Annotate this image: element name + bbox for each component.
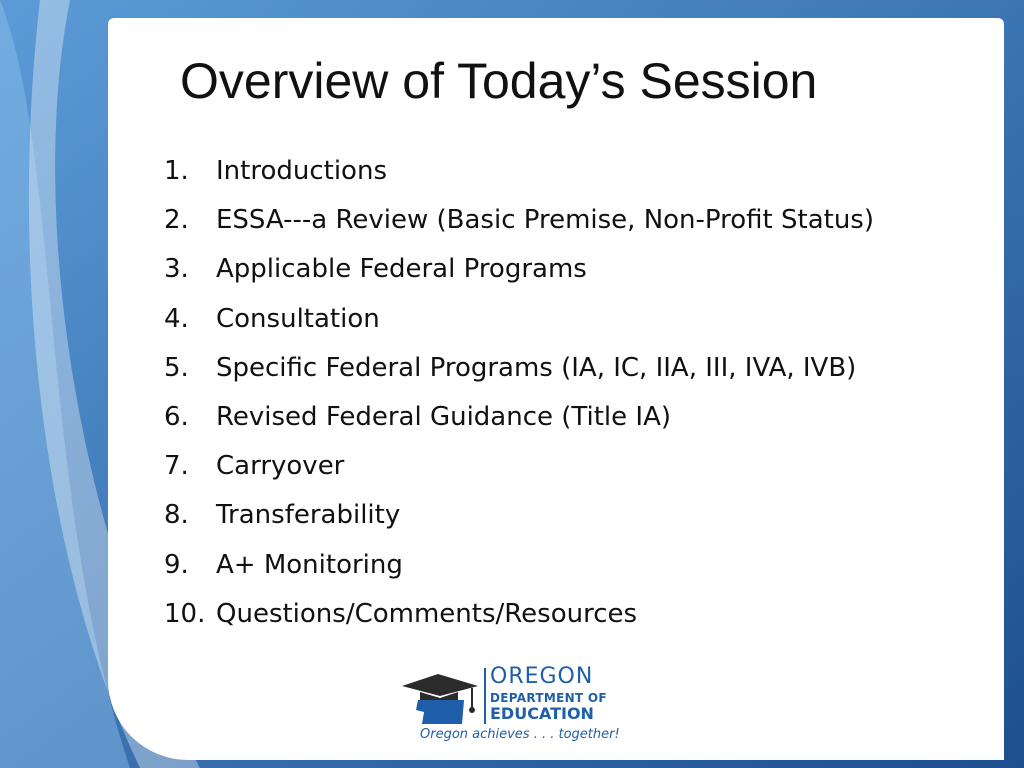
item-text: Applicable Federal Programs	[216, 254, 587, 285]
item-number: 4.	[164, 303, 189, 334]
item-text: Consultation	[216, 303, 380, 334]
item-text: Questions/Comments/Resources	[216, 598, 638, 629]
item-number: 2.	[164, 205, 189, 236]
agenda-list	[164, 148, 874, 640]
graduation-cap-oregon-icon	[398, 664, 482, 726]
list-item	[164, 197, 874, 246]
item-text: Specific Federal Programs (IA, IC, IIA, III, IVA, IVB)	[216, 352, 857, 383]
slide-title: Overview of Today’s Session	[180, 53, 818, 109]
item-number: 1.	[164, 156, 189, 186]
list-item	[164, 542, 874, 591]
list-item	[164, 296, 874, 345]
list-item	[164, 443, 874, 492]
item-number: 6.	[164, 401, 189, 432]
list-item	[164, 492, 874, 541]
item-number: 9.	[164, 549, 189, 580]
item-number: 8.	[164, 500, 189, 531]
oregon-education-logo	[398, 664, 620, 746]
item-number: 5.	[164, 352, 189, 383]
logo-tagline: Oregon achieves . . . together!	[420, 727, 620, 742]
logo-oregon: OREGON	[490, 664, 594, 689]
list-item	[164, 246, 874, 295]
list-item	[164, 345, 874, 394]
logo-department: DEPARTMENT OF	[490, 691, 607, 705]
list-item	[164, 148, 874, 197]
logo-education: EDUCATION	[490, 704, 594, 723]
item-number: 10.	[164, 598, 206, 629]
item-text: Carryover	[216, 451, 345, 482]
item-text: A+ Monitoring	[216, 549, 403, 580]
logo-divider	[484, 668, 486, 724]
item-number: 3.	[164, 254, 189, 285]
item-text: Transferability	[216, 500, 401, 531]
list-item	[164, 394, 874, 443]
list-item	[164, 591, 874, 640]
item-text: Revised Federal Guidance (Title IA)	[216, 401, 671, 432]
item-text: Introductions	[216, 156, 387, 186]
item-number: 7.	[164, 451, 189, 482]
item-text: ESSA---a Review (Basic Premise, Non-Profit Status)	[216, 205, 874, 236]
